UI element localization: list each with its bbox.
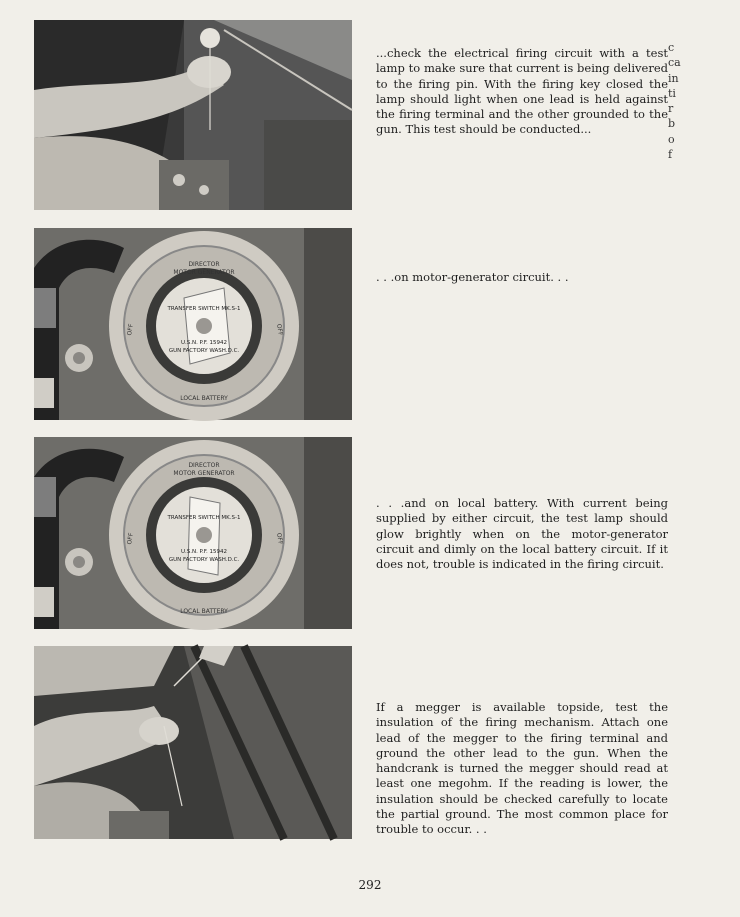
edge-fragment-line: ti — [668, 86, 676, 100]
edge-fragment-line: ca — [668, 56, 681, 70]
adjacent-page-fragment — [668, 40, 681, 170]
edge-fragment-line: r — [668, 102, 674, 116]
caption-local-battery: . . .and on local battery. With current being supplied by either circuit, the test lamp should glow brightly when on the motor-generator circuit and dimly on the local battery circuit. If it does not, trouble is indicated in the firing circuit. — [376, 496, 668, 572]
dial-left-label: OFF — [126, 323, 135, 337]
photo-dial-motor-generator — [34, 228, 352, 420]
dial-bottom-label: LOCAL BATTERY — [180, 395, 228, 402]
dial-ring-label: MOTOR GENERATOR — [173, 269, 235, 276]
dial-top-label: DIRECTOR — [188, 462, 220, 469]
dial-ring-label: MOTOR GENERATOR — [173, 470, 235, 477]
edge-fragment-line: b — [668, 117, 676, 131]
photo-megger-test — [34, 646, 352, 839]
megger-photo-graphic — [34, 646, 352, 839]
dial-center-line-2: U.S.N. P.F. 15942 — [180, 340, 228, 346]
caption-check-circuit: ...check the electrical firing circuit with a test lamp to make sure that current is being delivered to the firing pin. With the firing key closed the lamp should light when one lead is held against the firing terminal and the other grounded to the gun. This test should be conducted... — [376, 46, 668, 137]
edge-fragment-line: c — [668, 41, 675, 54]
dial-center-line-1: TRANSFER SWITCH MK.S-1 — [167, 515, 241, 521]
dial-bottom-label: LOCAL BATTERY — [180, 608, 228, 615]
dial-right-label: OFF — [275, 323, 284, 337]
edge-fragment-line: o — [668, 132, 675, 146]
caption-megger: If a megger is available topside, test the insulation of the firing mechanism. Attach one lead of the megger to the firing terminal and ground the other lead to the gun. When the handcrank is turned the megger should read at least one megohm. If the reading is lower, the insulation should be checked carefully to locate the partial ground. The most common place for trouble to occur. . . — [376, 700, 668, 837]
dial-photo-graphic — [34, 437, 352, 629]
dial-center-line-3: GUN FACTORY WASH.D.C. — [168, 348, 240, 354]
dial-center-line-1: TRANSFER SWITCH MK.S-1 — [167, 306, 241, 312]
dial-top-label: DIRECTOR — [188, 261, 220, 268]
dial-left-label: OFF — [126, 532, 135, 546]
photo-test-lamp — [34, 20, 352, 210]
caption-motor-generator: . . .on motor-generator circuit. . . — [376, 270, 569, 284]
page-number: 292 — [358, 878, 382, 892]
photo-dial-local-battery — [34, 437, 352, 629]
dial-center-line-2: U.S.N. P.F. 15942 — [180, 549, 228, 555]
dial-center-line-3: GUN FACTORY WASH.D.C. — [168, 557, 240, 563]
dial-right-label: OFF — [275, 532, 284, 546]
edge-fragment-line: in — [668, 71, 679, 85]
dial-photo-graphic — [34, 228, 352, 420]
edge-fragment-line: f — [668, 148, 673, 162]
test-lamp-photo-graphic — [34, 20, 352, 210]
